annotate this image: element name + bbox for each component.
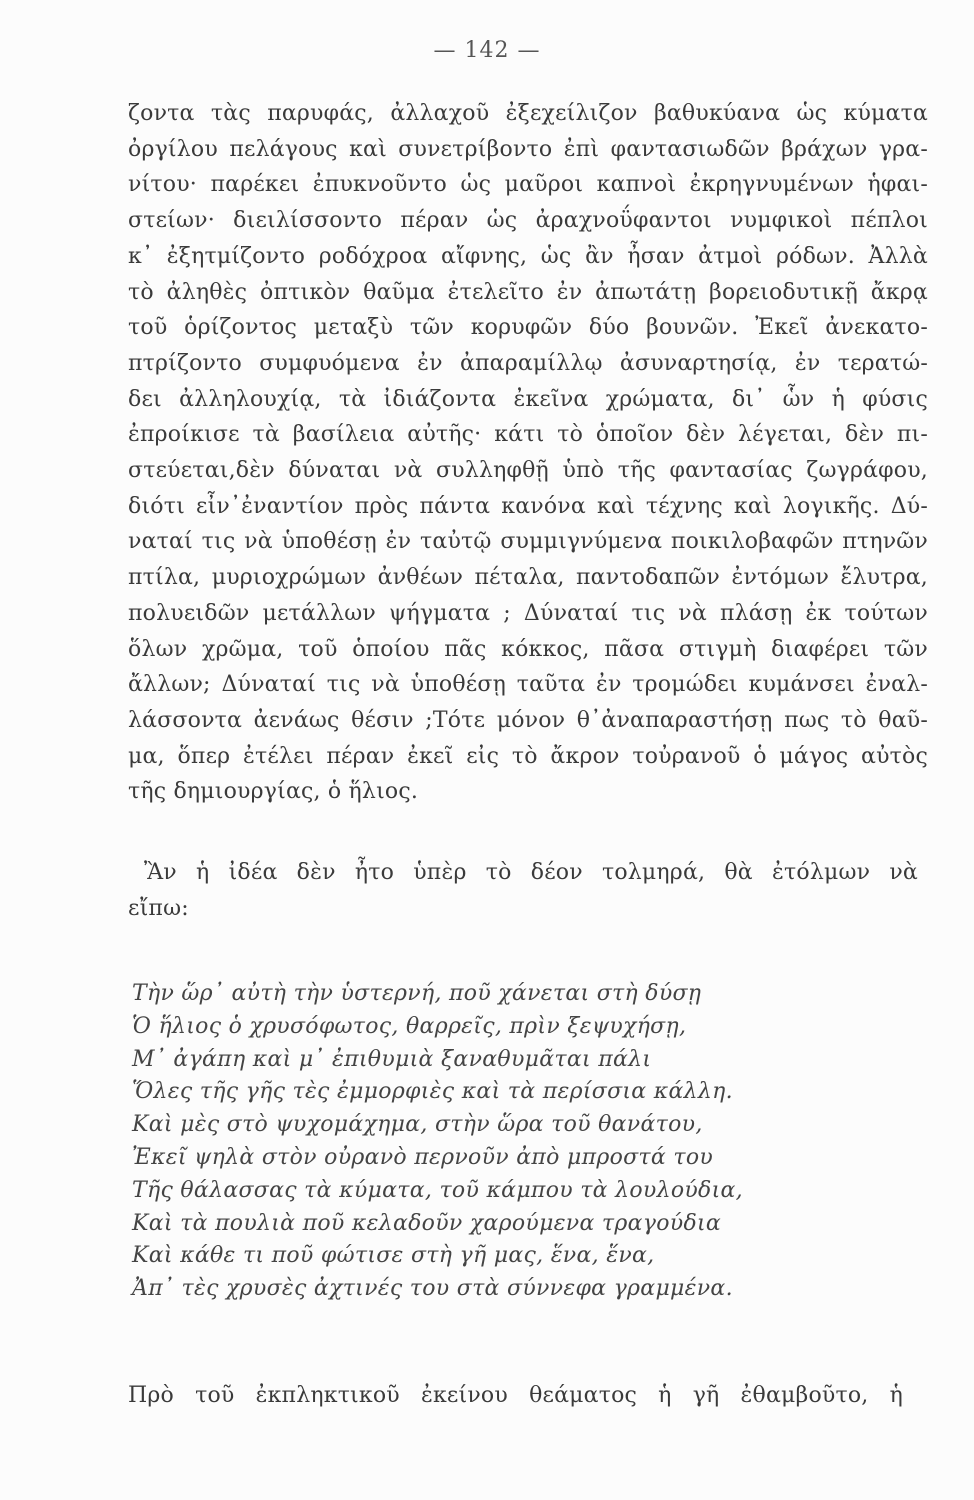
text-line: τὸ ἀληθὲς ὀπτικὸν θαῦμα ἐτελεῖτο ἐν ἀπωτάτῃ βορειοδυτικῇ ἄκρᾳ [128, 279, 928, 305]
text-line: δει ἀλληλουχίᾳ, τὰ ἰδιάζοντα ἐκεῖνα χρώματα, δι᾽ ὧν ἡ φύσις [128, 386, 928, 412]
text-line: ὀργίλου πελάγους καὶ συνετρίβοντο ἐπὶ φαντασιωδῶν βράχων γρα- [128, 136, 928, 162]
text-line: τῆς δημιουργίας, ὁ ἥλιος. [128, 779, 419, 805]
poem-line: Καὶ μὲς στὸ ψυχομάχημα, στὴν ὥρα τοῦ θανάτου, [132, 1112, 703, 1138]
text-line: τοῦ ὁρίζοντος μεταξὺ τῶν κορυφῶν δύο βουνῶν. Ἐκεῖ ἀνεκατο- [128, 315, 928, 341]
poem-line: Ἐκεῖ ψηλὰ στὸν οὐρανὸ περνοῦν ἀπὸ μπροστά του [132, 1144, 714, 1170]
poem-line: Τῆς θάλασσας τὰ κύματα, τοῦ κάμπου τὰ λουλούδια, [132, 1177, 743, 1203]
text-line: εἴπω: [128, 895, 189, 921]
poem-line: Ὁ ἥλιος ὁ χρυσόφωτος, θαρρεῖς, πρὶν ξεψυχήσῃ, [132, 1013, 687, 1039]
text-line: στείων· διειλίσσοντο πέραν ὡς ἀραχνοΰφαντοι νυμφικοὶ πέπλοι [128, 208, 928, 234]
text-line: ζοντα τὰς παρυφάς, ἀλλαχοῦ ἐξεχείλιζον βαθυκύανα ὡς κύματα [128, 101, 928, 126]
text-line: πτίλα, μυριοχρώμων ἀνθέων πέταλα, παντοδαπῶν ἐντόμων ἔλυτρα, [128, 565, 928, 591]
poem-line: Ἀπ᾽ τὲς χρυσὲς ἀχτινές του στὰ σύννεφα γραμμένα. [132, 1276, 733, 1302]
poem-line: Καὶ κάθε τι ποῦ φώτισε στὴ γῆ μας, ἕνα, ἕνα, [132, 1243, 655, 1269]
poem-line: Τὴν ὥρ᾽ αὐτὴ τὴν ὑστερνή, ποῦ χάνεται στὴ δύσῃ [132, 981, 702, 1006]
page-number: — 142 — [433, 38, 541, 63]
text-line: στεύεται,δὲν δύναται νὰ συλληφθῇ ὑπὸ τῆς φαντασίας ζωγράφου, [128, 458, 928, 484]
text-line: ὅλων χρῶμα, τοῦ ὁποίου πᾶς κόκκος, πᾶσα στιγμὴ διαφέρει τῶν [128, 636, 928, 662]
paragraph-2 [128, 855, 918, 926]
text-line: Πρὸ τοῦ ἐκπληκτικοῦ ἐκείνου θεάματος ἡ γῆ ἐθαμβοῦτο, ἡ [128, 1383, 903, 1408]
text-line: μα, ὅπερ ἐτέλει πέραν ἐκεῖ εἰς τὸ ἄκρον τοὐρανοῦ ὁ μάγος αὐτὸς [128, 743, 928, 769]
text-line: κ᾽ ἐξητμίζοντο ροδόχροα αἴφνης, ὡς ἂν ἦσαν ἀτμοὶ ρόδων. Ἀλλὰ [128, 243, 928, 269]
poem [132, 978, 792, 1306]
text-line: λάσσοντα ἀενάως θέσιν ;Τότε μόνον θ᾽ἀναπαραστήσῃ πως τὸ θαῦ- [128, 707, 928, 733]
paragraph-1 [128, 96, 928, 810]
text-line: ναταί τις νὰ ὑποθέσῃ ἐν ταὐτῷ συμμιγνύμενα ποικιλοβαφῶν πτηνῶν [128, 529, 928, 555]
poem-line: Καὶ τὰ πουλιὰ ποῦ κελαδοῦν χαρούμενα τραγούδια [132, 1210, 722, 1236]
text-line: ἄλλων; Δύναταί τις νὰ ὑποθέσῃ ταῦτα ἐν τρομώδει κυμάνσει ἐναλ- [128, 672, 928, 698]
paragraph-3 [128, 1378, 903, 1414]
poem-line: Μ᾽ ἀγάπη καὶ μ᾽ ἐπιθυμιὰ ξαναθυμᾶται πάλι [132, 1046, 652, 1072]
text-line: νίτου· παρέκει ἐπυκνοῦντο ὡς μαῦροι καπνοὶ ἐκρηγνυμένων ἡφαι- [128, 172, 928, 198]
text-line: Ἂν ἡ ἰδέα δὲν ἦτο ὑπὲρ τὸ δέον τολμηρά, θὰ ἐτόλμων νὰ [144, 860, 918, 885]
text-line: πολυειδῶν μετάλλων ψήγματα ; Δύναταί τις νὰ πλάσῃ ἐκ τούτων [128, 600, 928, 626]
text-line: διότι εἶν᾽ἐναντίον πρὸς πάντα κανόνα καὶ τέχνης καὶ λογικῆς. Δύ- [128, 493, 928, 519]
poem-line: Ὅλες τῆς γῆς τὲς ἐμμορφιὲς καὶ τὰ περίσσια κάλλη. [132, 1079, 733, 1105]
text-line: ἐπροίκισε τὰ βασίλεια αὐτῆς· κάτι τὸ ὁποῖον δὲν λέγεται, δὲν πι- [128, 422, 928, 448]
text-line: πτρίζοντο συμφυόμενα ἐν ἀπαραμίλλῳ ἀσυναρτησίᾳ, ἐν τερατώ- [128, 350, 928, 376]
